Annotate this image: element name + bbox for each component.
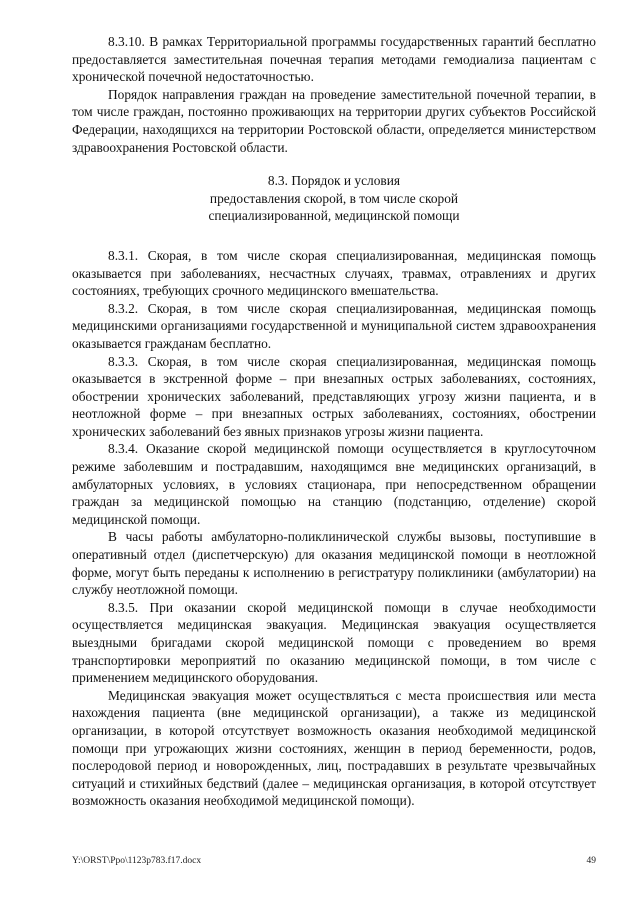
paragraph-referral-order: Порядок направления граждан на проведение заместительной почечной терапии, в том числе граждан, постоянно проживающих на территории других субъектов Российской Федерации, находящихся на территории Ростовской области, определяется министерством здравоохранения Ростовской области.: [72, 86, 596, 155]
file-path: Y:\ORST\Ppo\1123p783.f17.docx: [72, 856, 202, 866]
paragraph-8-3-1: 8.3.1. Скорая, в том числе скорая специализированная, медицинская помощь оказывается при заболеваниях, несчастных случаях, травмах, отравлениях и других состояниях, требующих срочного медицинского вмешательства.: [72, 247, 596, 299]
document-body: [72, 33, 596, 810]
paragraph-outpatient-calls: В часы работы амбулаторно-поликлинической службы вызовы, поступившие в оперативный отдел (диспетчерскую) для оказания медицинской помощи в неотложной форме, могут быть переданы к исполнению в регистратуру поликлиники (амбулатории) на службу неотложной помощи.: [72, 529, 596, 598]
paragraph-8-3-4: 8.3.4. Оказание скорой медицинской помощи осуществляется в круглосуточном режиме заболевшим и пострадавшим, находящимся вне медицинских организаций, в амбулаторных условиях, в условиях стационара, при непосредственном обращении граждан за медицинской помощью на станцию (подстанцию, отделение) скорой медицинской помощи.: [72, 441, 596, 527]
page-number: 49: [586, 856, 596, 866]
paragraph-8-3-2: 8.3.2. Скорая, в том числе скорая специализированная, медицинская помощь медицинскими организациями государственной и муниципальной систем здравоохранения оказывается гражданам бесплатно.: [72, 300, 596, 351]
paragraph-8-3-5: 8.3.5. При оказании скорой медицинской помощи в случае необходимости осуществляется медицинская эвакуация. Медицинская эвакуация осуществляется выездными бригадами скорой медицинской помощи с проведением во время транспортировки мероприятий по оказанию медицинской помощи, в том числе с применением медицинского оборудования.: [72, 599, 596, 686]
paragraph-8-3-3: 8.3.3. Скорая, в том числе скорая специализированная, медицинская помощь оказывается в экстренной форме – при внезапных острых заболеваниях, состояниях, обострении хронических заболеваний, представляющих угрозу жизни пациента, и в неотложной форме – при внезапных острых заболеваниях, состояниях, обострении хронических заболеваний без явных признаков угрозы жизни пациента.: [72, 353, 596, 439]
paragraph-8-3-10: 8.3.10. В рамках Территориальной программы государственных гарантий бесплатно предоставляется заместительная почечная терапия методами гемодиализа пациентам с хронической почечной недостаточностью.: [72, 34, 596, 85]
heading-line-2: предоставления скорой, в том числе скорой: [209, 190, 459, 206]
heading-line-3: специализированной, медицинской помощи: [208, 208, 460, 224]
heading-line-1: 8.3. Порядок и условия: [267, 173, 401, 189]
paragraph-medical-evacuation: Медицинская эвакуация может осуществляться с места происшествия или места нахождения пациента (вне медицинской организации), а также из медицинской организации, в которой отсутствует возможность оказания необходимой медицинской помощи при угрожающих жизни состояниях, женщин в период беременности, родов, послеродовой период и новорожденных, лиц, пострадавших в результате чрезвычайных ситуаций и стихийных бедствий (далее – медицинская организация, в которой отсутствует возможность оказания необходимой медицинской помощи).: [72, 687, 596, 809]
section-heading-8-3: [72, 172, 596, 225]
